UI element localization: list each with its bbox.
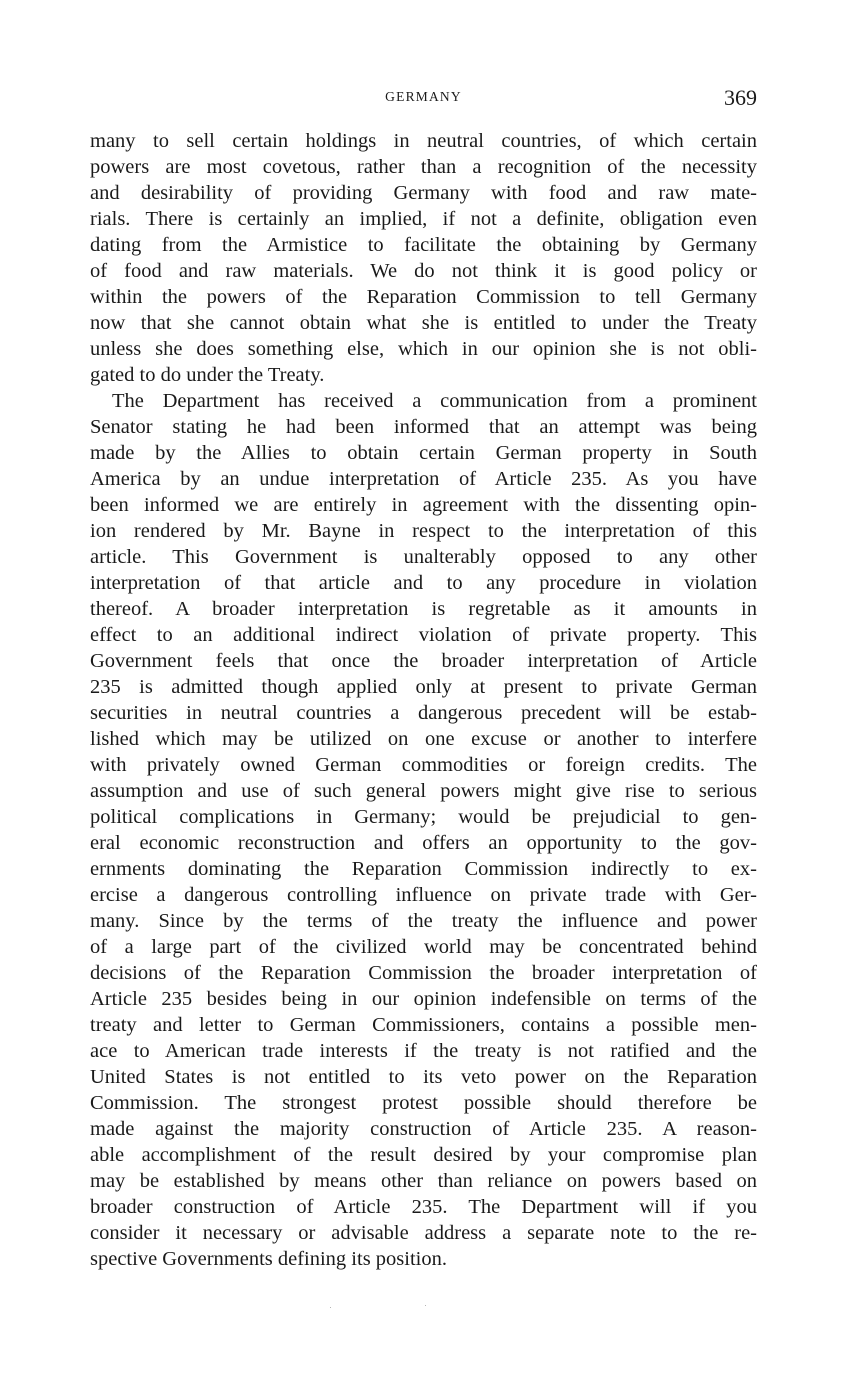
scan-speck [330,1307,331,1308]
text-line: ace to American trade interests if the treaty is not ratified and the [90,1040,757,1062]
text-line: spective Governments defining its position. [90,1248,447,1270]
text-line: lished which may be utilized on one excuse or another to interfere [90,728,757,750]
text-line: securities in neutral countries a dangerous precedent will be estab- [90,702,757,724]
text-line: many. Since by the terms of the treaty the influence and power [90,910,757,932]
text-line: may be established by means other than reliance on powers based on [90,1170,757,1192]
text-line: many to sell certain holdings in neutral countries, of which certain [90,130,757,152]
text-line: dating from the Armistice to facilitate the obtaining by Germany [90,234,757,256]
running-head-title: GERMANY [385,89,462,104]
text-line: political complications in Germany; would be prejudicial to gen- [90,806,757,828]
paragraph [90,388,757,1272]
text-line: America by an undue interpretation of Article 235. As you have [90,468,757,490]
text-line: eral economic reconstruction and offers an opportunity to the gov- [90,832,757,854]
text-line: effect to an additional indirect violation of private property. This [90,624,757,646]
text-line: gated to do under the Treaty. [90,364,325,386]
text-line: decisions of the Reparation Commission the broader interpretation of [90,962,757,984]
running-head [90,86,757,110]
text-line: Article 235 besides being in our opinion indefensible on terms of the [90,988,757,1010]
text-line: with privately owned German commodities or foreign credits. The [90,754,757,776]
text-line: ernments dominating the Reparation Commission indirectly to ex- [90,858,757,880]
text-line: broader construction of Article 235. The Department will if you [90,1196,757,1218]
page-number: 369 [724,85,757,110]
text-line: ion rendered by Mr. Bayne in respect to the interpretation of this [90,520,757,542]
body-text [90,128,757,1272]
text-line: of a large part of the civilized world may be concentrated behind [90,936,757,958]
text-line: thereof. A broader interpretation is regretable as it amounts in [90,598,757,620]
text-line: treaty and letter to German Commissioners, contains a possible men- [90,1014,757,1036]
text-line: Senator stating he had been informed that an attempt was being [90,416,757,438]
text-line: Government feels that once the broader interpretation of Article [90,650,757,672]
text-line: able accomplishment of the result desired by your compromise plan [90,1144,757,1166]
scan-speck [425,1305,426,1306]
text-line: powers are most covetous, rather than a recognition of the necessity [90,156,757,178]
text-line: interpretation of that article and to any procedure in violation [90,572,757,594]
text-line: within the powers of the Reparation Commission to tell Germany [90,286,757,308]
text-line: United States is not entitled to its veto power on the Reparation [90,1066,757,1088]
paragraph [90,128,757,388]
text-line: consider it necessary or advisable address a separate note to the re- [90,1222,757,1244]
text-line: and desirability of providing Germany with food and raw mate- [90,182,757,204]
text-line: ercise a dangerous controlling influence on private trade with Ger- [90,884,757,906]
text-line: The Department has received a communication from a prominent [112,390,757,412]
text-line: of food and raw materials. We do not think it is good policy or [90,260,757,282]
text-line: been informed we are entirely in agreement with the dissenting opin- [90,494,757,516]
text-line: rials. There is certainly an implied, if not a definite, obligation even [90,208,757,230]
text-line: unless she does something else, which in our opinion she is not obli- [90,338,757,360]
text-line: made by the Allies to obtain certain German property in South [90,442,757,464]
text-line: 235 is admitted though applied only at present to private German [90,676,757,698]
text-line: made against the majority construction of Article 235. A reason- [90,1118,757,1140]
text-line: Commission. The strongest protest possible should therefore be [90,1092,757,1114]
text-line: now that she cannot obtain what she is entitled to under the Treaty [90,312,757,334]
text-line: article. This Government is unalterably opposed to any other [90,546,757,568]
text-line: assumption and use of such general powers might give rise to serious [90,780,757,802]
